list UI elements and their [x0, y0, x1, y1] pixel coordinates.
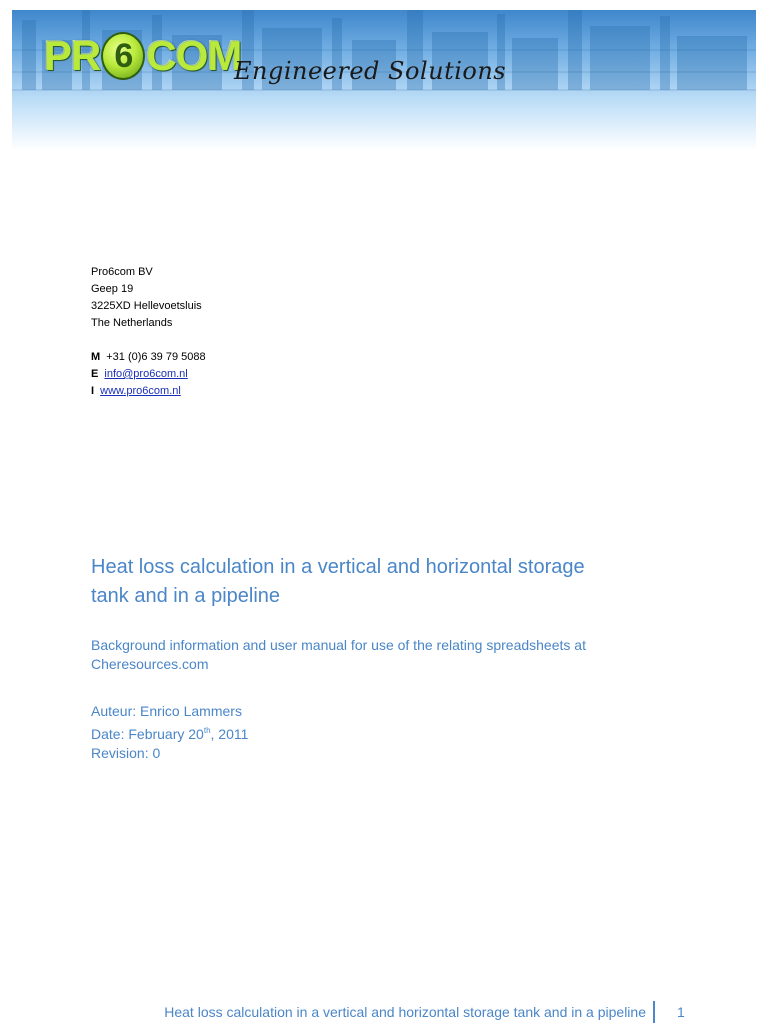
title-line-2: tank and in a pipeline — [91, 585, 281, 607]
document-title — [91, 553, 691, 611]
date — [91, 721, 248, 744]
website-label: I — [91, 385, 95, 397]
date-prefix: Date: February 20 — [91, 726, 204, 742]
spacer — [91, 332, 206, 349]
website-link[interactable]: www.pro6com.nl — [100, 385, 181, 397]
page-footer — [0, 1000, 768, 1024]
revision: Revision: 0 — [91, 745, 161, 761]
company-name: Pro6com BV — [91, 266, 153, 278]
footer-divider — [653, 1001, 655, 1023]
subtitle-line-2: Cheresources.com — [91, 656, 209, 672]
logo-prefix: PR — [44, 32, 101, 79]
page-number: 1 — [677, 1004, 685, 1020]
logo-tagline: Engineered Solutions — [234, 57, 507, 85]
company-logo — [44, 32, 241, 80]
date-ordinal: th — [203, 726, 211, 735]
email-label: E — [91, 368, 99, 380]
subtitle-line-1: Background information and user manual for use of the relating spreadsheets at — [91, 637, 586, 653]
address-block — [91, 264, 206, 400]
document-subtitle — [91, 636, 691, 674]
website-row — [91, 383, 206, 400]
author: Auteur: Enrico Lammers — [91, 703, 242, 719]
email-row — [91, 366, 206, 383]
mobile-row — [91, 349, 206, 366]
logo-digit-emblem: 6 — [101, 32, 145, 80]
title-line-1: Heat loss calculation in a vertical and horizontal storage — [91, 556, 585, 578]
document-meta — [91, 702, 248, 763]
mobile-number: +31 (0)6 39 79 5088 — [106, 351, 206, 363]
footer-title: Heat loss calculation in a vertical and horizontal storage tank and in a pipeline — [164, 1004, 646, 1020]
email-link[interactable]: info@pro6com.nl — [104, 368, 188, 380]
logo-suffix: COM — [146, 32, 242, 79]
street-address: Geep 19 — [91, 283, 134, 295]
header-banner — [12, 10, 756, 150]
postal-city: 3225XD Hellevoetsluis — [91, 300, 202, 312]
date-suffix: , 2011 — [210, 726, 249, 742]
country: The Netherlands — [91, 317, 173, 329]
mobile-label: M — [91, 351, 101, 363]
